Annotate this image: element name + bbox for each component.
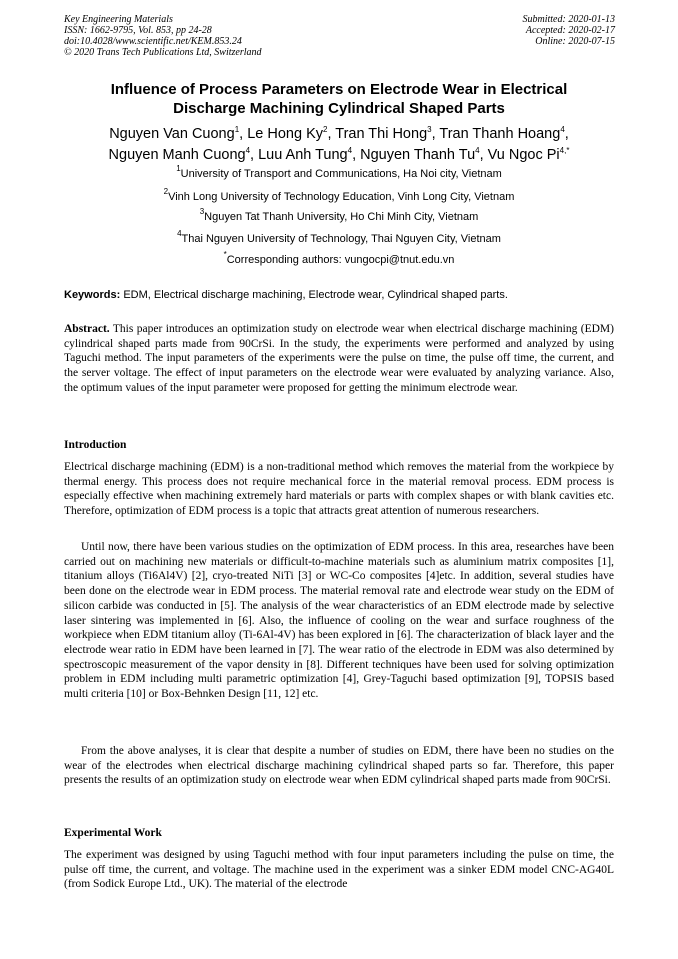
author: Nguyen Manh Cuong — [108, 146, 246, 163]
copyright: © 2020 Trans Tech Publications Ltd, Switzerland — [64, 47, 262, 58]
author: Vu Ngoc Pi — [487, 146, 560, 163]
affiliation-sup: 2 — [163, 187, 169, 196]
submitted-date: Submitted: 2020-01-13 — [522, 14, 615, 25]
author: Tran Thi Hong — [335, 126, 428, 142]
keywords-label: Keywords: — [64, 289, 121, 301]
author-sup: 3 — [427, 125, 432, 134]
abstract-label: Abstract. — [64, 323, 110, 335]
author: Luu Anh Tung — [258, 146, 348, 163]
issn: ISSN: 1662-9795, Vol. 853, pp 24-28 — [64, 25, 212, 36]
paper-title — [40, 80, 638, 118]
introduction-paragraph: From the above analyses, it is clear that despite a number of studies on EDM, there have been no studies on the wear of the electrodes when electrical discharge machining cylindrical shaped parts so far. Therefore, this paper presents the results of an optimization study on electrode wear when EDM cylindrical shaped parts made from 90CrSi. — [64, 745, 614, 787]
affiliation-text: Vinh Long University of Technology Education, Vinh Long City, Vietnam — [168, 191, 515, 203]
affiliation-text: Thai Nguyen University of Technology, Thai Nguyen City, Vietnam — [181, 233, 501, 245]
author-sup: 4 — [475, 145, 480, 155]
affiliation — [30, 229, 648, 246]
abstract-text: This paper introduces an optimization study on electrode wear when electrical discharge machining (EDM) cylindrical shaped parts made from 90CrSi. In the study, the experiments were performed and analyzed by using Taguchi method. The input parameters of the experiments were the pulse on time, the pulse off time, the current, and the server voltage. The effect of input parameters on the electrode wear were evaluated by analyzing variance. Also, the optimum values of the input parameter were proposed for getting the minimum electrode wear. — [64, 323, 614, 394]
author-list: Nguyen Van Cuong$^1$, Le Hong Ky$^2$, Tran Thi Hong$^3$, Tran Thanh Hoang$^4$, Nguyen Manh Cuong$^4$, Luu Anh Tung$^4$, Nguyen Thanh Tu$^4$, Vu Ngoc $Pi^{4,*}$ — [108, 125, 570, 163]
title-line-1: Influence of Process Parameters on Electrode Wear in Electrical — [110, 81, 568, 98]
author: Tran Thanh Hoang — [439, 126, 561, 142]
affiliation — [30, 187, 648, 204]
affiliation-text: Nguyen Tat Thanh University, Ho Chi Minh City, Vietnam — [204, 211, 479, 223]
author-sup: 4,* — [559, 145, 570, 155]
corresponding-email[interactable]: Corresponding authors: vungocpi@tnut.edu.vn — [226, 254, 455, 266]
online-date: Online: 2020-07-15 — [535, 36, 615, 47]
author: Nguyen Van Cuong — [109, 126, 235, 142]
publication-dates — [523, 14, 616, 47]
affiliation-sup: 4 — [177, 229, 182, 238]
author-sup: 4 — [560, 125, 565, 134]
keywords-text: EDM, Electrical discharge machining, Electrode wear, Cylindrical shaped parts. — [123, 289, 508, 301]
author-sup: 2 — [323, 125, 328, 134]
affiliation-sup: * — [223, 250, 227, 259]
experimental-paragraph: The experiment was designed by using Taguchi method with four input parameters including the pulse on time, the pulse off time, the current, and voltage. The machine used in the experiment was a sinker EDM model CNC-AG40L (from Sodick Europe Ltd., UK). The material of the electrode — [64, 849, 614, 891]
accepted-date: Accepted: 2020-02-17 — [525, 25, 615, 36]
introduction-heading: Introduction — [64, 439, 127, 451]
journal-info — [64, 14, 262, 58]
experimental-heading: Experimental Work — [64, 827, 162, 839]
affiliation-sup: 3 — [199, 207, 205, 216]
affiliation — [30, 164, 648, 181]
author: Nguyen Thanh Tu — [360, 146, 476, 163]
introduction-paragraph: Electrical discharge machining (EDM) is a non-traditional method which removes the material from the workpiece by thermal energy. This process does not require mechanical force in the material removal process. EDM process is especially effective when machining extremely hard materials or parts with complex shapes or with blank cavities etc. Therefore, optimization of EDM process is a topic that attracts great attention of numerous researchers. — [64, 461, 614, 518]
author-sup: 4 — [245, 145, 251, 155]
affiliation — [30, 207, 648, 224]
affiliation-text: University of Transport and Communications, Ha Noi city, Vietnam — [180, 168, 502, 180]
keywords — [64, 289, 616, 302]
title-line-2: Discharge Machining Cylindrical Shaped Parts — [173, 100, 505, 117]
corresponding-author — [30, 250, 648, 267]
author-sup: 1 — [234, 125, 240, 134]
introduction-paragraph: Until now, there have been various studies on the optimization of EDM process. In this area, researches have been carried out on machining new materials or difficult-to-machine materials such as aluminium matrix composites [1], titanium alloys (Ti6Al4V) [2], cryo-treated NiTi [3] or WC-Co composites [4]etc. In addition, several studies have been done on the electrode wear in EDM process. The material removal rate and electrode wear study on the EDM of silicon carbide was conducted in [5]. The analysis of the wear characteristics of an EDM electrode made by selective laser sintering was implemented in [6]. Also, the influence of cooling on the wear and surface roughness of the workpiece when EDM titanium alloy (Ti-6Al-4V) has been explored in [6]. The characterization of black layer and the electrode wear ratio in EDM have been learned in [7]. The wear ratio of the electrode in EDM was also determined by spectroscopic measurement of the vapor density in [8]. Different techniques have been used for solving optimization problem in EDM including multi parametric optimization [4], Grey-Taguchi based optimization [9], TOPSIS based multi criteria [10] or Box-Behnken Design [11, 12] etc. — [64, 541, 614, 701]
author-sup: 4 — [347, 145, 353, 155]
author: Le Hong Ky — [247, 126, 323, 142]
doi-link[interactable]: doi:10.4028/www.scientific.net/KEM.853.24 — [64, 36, 242, 47]
affiliation-sup: 1 — [176, 164, 181, 173]
abstract — [64, 322, 614, 396]
journal-name: Key Engineering Materials — [64, 14, 173, 25]
